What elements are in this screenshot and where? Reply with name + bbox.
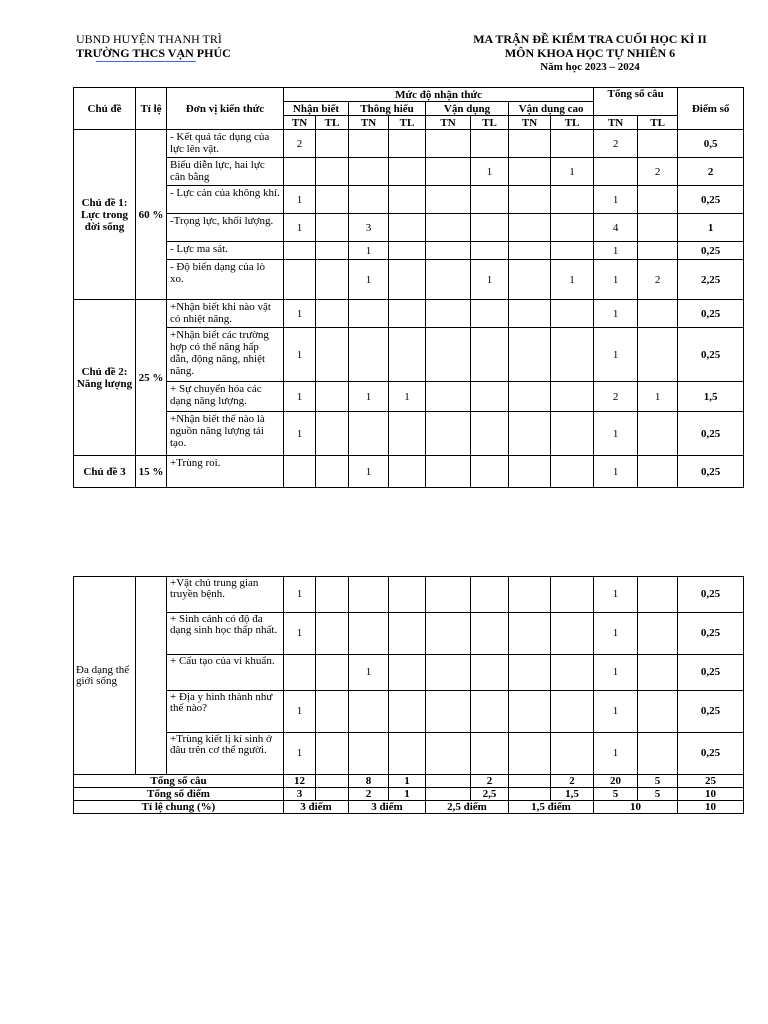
count-cell	[389, 456, 426, 488]
count-cell	[284, 456, 316, 488]
total-cell	[316, 775, 349, 788]
score-cell: 0,5	[678, 130, 744, 158]
count-cell	[638, 328, 678, 382]
count-cell	[389, 733, 426, 775]
count-cell	[471, 242, 509, 260]
total-cell: 10	[678, 801, 744, 814]
total-cell: 25	[678, 775, 744, 788]
knowledge-unit: +Vật chủ trung gian truyền bệnh.	[167, 577, 284, 613]
knowledge-unit: + Cấu tạo của vi khuẩn.	[167, 655, 284, 691]
topic-ratio	[136, 577, 167, 775]
count-cell	[316, 260, 349, 300]
count-cell	[551, 456, 594, 488]
score-cell: 2	[678, 158, 744, 186]
knowledge-unit: +Trùng kiết lị kí sinh ở đâu trên cơ thể người.	[167, 733, 284, 775]
score-cell: 0,25	[678, 186, 744, 214]
total-cell	[426, 775, 471, 788]
knowledge-unit: -Trọng lực, khối lượng.	[167, 214, 284, 242]
knowledge-unit: - Kết quả tác dụng của lực lên vật.	[167, 130, 284, 158]
total-cell: 3 điểm	[349, 801, 426, 814]
count-cell	[638, 186, 678, 214]
count-cell	[509, 412, 551, 456]
knowledge-unit: - Độ biến dạng của lò xo.	[167, 260, 284, 300]
count-cell	[284, 242, 316, 260]
count-cell: 1	[389, 382, 426, 412]
count-cell	[638, 613, 678, 655]
count-cell	[509, 733, 551, 775]
total-cell: 2	[471, 775, 509, 788]
count-cell	[349, 412, 389, 456]
count-cell	[471, 328, 509, 382]
col-tl: TL	[316, 116, 349, 130]
count-cell	[389, 300, 426, 328]
count-cell	[551, 733, 594, 775]
count-cell	[471, 214, 509, 242]
count-cell	[471, 456, 509, 488]
score-cell: 0,25	[678, 691, 744, 733]
count-cell: 1	[349, 456, 389, 488]
count-cell	[551, 613, 594, 655]
count-cell	[551, 655, 594, 691]
knowledge-unit: +Trùng roi.	[167, 456, 284, 488]
row-tong-so-cau	[74, 775, 744, 788]
count-cell	[426, 412, 471, 456]
total-cell: 1,5	[551, 788, 594, 801]
count-cell	[316, 613, 349, 655]
table-row	[74, 328, 744, 382]
matrix-body-part1	[74, 130, 744, 488]
total-cell: 10	[594, 801, 678, 814]
count-cell	[349, 328, 389, 382]
count-cell	[316, 186, 349, 214]
count-cell: 1	[284, 691, 316, 733]
row-ti-le-chung	[74, 801, 744, 814]
col-nhan-biet: Nhận biết	[284, 102, 349, 116]
col-tn: TN	[284, 116, 316, 130]
count-cell	[509, 456, 551, 488]
table-row	[74, 691, 744, 733]
count-cell: 2	[638, 158, 678, 186]
count-cell: 1	[284, 613, 316, 655]
table-row	[74, 733, 744, 775]
score-cell: 0,25	[678, 300, 744, 328]
col-tn: TN	[594, 116, 638, 130]
count-cell	[349, 158, 389, 186]
count-cell	[551, 691, 594, 733]
count-cell: 1	[594, 456, 638, 488]
count-cell: 1	[349, 260, 389, 300]
count-cell	[426, 214, 471, 242]
count-cell: 1	[284, 328, 316, 382]
count-cell	[389, 260, 426, 300]
count-cell	[509, 130, 551, 158]
count-cell	[426, 655, 471, 691]
count-cell	[349, 130, 389, 158]
score-cell: 2,25	[678, 260, 744, 300]
col-tl: TL	[389, 116, 426, 130]
count-cell	[426, 382, 471, 412]
total-cell: 5	[638, 775, 678, 788]
total-cell: 2	[349, 788, 389, 801]
col-don-vi: Đơn vị kiến thức	[167, 88, 284, 130]
count-cell	[471, 577, 509, 613]
count-cell	[389, 613, 426, 655]
count-cell	[349, 691, 389, 733]
count-cell	[638, 655, 678, 691]
topic-name: Chủ đề 3	[74, 456, 136, 488]
count-cell	[638, 242, 678, 260]
count-cell	[551, 214, 594, 242]
table-row	[74, 412, 744, 456]
col-van-dung-cao: Vận dụng cao	[509, 102, 594, 116]
total-cell	[316, 788, 349, 801]
count-cell	[316, 300, 349, 328]
count-cell	[638, 412, 678, 456]
score-cell: 0,25	[678, 242, 744, 260]
count-cell	[471, 613, 509, 655]
score-cell: 0,25	[678, 655, 744, 691]
col-tl: TL	[551, 116, 594, 130]
knowledge-unit: +Nhận biết thế nào là nguồn năng lượng tái tạo.	[167, 412, 284, 456]
table-row	[74, 382, 744, 412]
topic-ratio: 25 %	[136, 300, 167, 456]
score-cell: 0,25	[678, 328, 744, 382]
count-cell: 1	[594, 733, 638, 775]
count-cell	[471, 300, 509, 328]
total-cell: 1	[389, 788, 426, 801]
count-cell: 4	[594, 214, 638, 242]
total-cell	[509, 775, 551, 788]
col-tn: TN	[426, 116, 471, 130]
count-cell: 1	[594, 186, 638, 214]
count-cell	[316, 328, 349, 382]
score-cell: 0,25	[678, 412, 744, 456]
count-cell	[426, 577, 471, 613]
matrix-table-part2	[73, 576, 744, 814]
count-cell	[316, 412, 349, 456]
count-cell	[638, 691, 678, 733]
count-cell: 1	[349, 242, 389, 260]
count-cell	[389, 655, 426, 691]
count-cell	[551, 412, 594, 456]
knowledge-unit: Biểu diễn lực, hai lực cân bằng	[167, 158, 284, 186]
count-cell: 1	[594, 260, 638, 300]
school-name: TRƯỜNG THCS VẠN PHÚC	[76, 46, 231, 60]
table-row	[74, 260, 744, 300]
count-cell	[426, 260, 471, 300]
topic-ratio: 15 %	[136, 456, 167, 488]
count-cell: 1	[594, 577, 638, 613]
count-cell	[509, 382, 551, 412]
score-cell: 1,5	[678, 382, 744, 412]
count-cell: 1	[471, 260, 509, 300]
count-cell	[551, 130, 594, 158]
total-cell: 8	[349, 775, 389, 788]
count-cell	[426, 733, 471, 775]
count-cell	[638, 733, 678, 775]
score-cell: 0,25	[678, 733, 744, 775]
knowledge-unit: + Địa y hình thành như thế nào?	[167, 691, 284, 733]
count-cell	[509, 328, 551, 382]
totals-label: Tổng số điểm	[74, 788, 284, 801]
count-cell	[471, 186, 509, 214]
count-cell	[509, 242, 551, 260]
count-cell: 1	[471, 158, 509, 186]
col-tong-so-cau: Tổng số câu	[594, 88, 678, 116]
count-cell	[551, 328, 594, 382]
knowledge-unit: + Sinh cảnh có độ đa dạng sinh học thấp nhất.	[167, 613, 284, 655]
count-cell: 1	[284, 214, 316, 242]
topic-name: Chủ đề 1: Lực trong đời sống	[74, 130, 136, 300]
count-cell	[638, 577, 678, 613]
count-cell	[471, 733, 509, 775]
count-cell	[471, 412, 509, 456]
count-cell: 2	[638, 260, 678, 300]
count-cell	[389, 242, 426, 260]
table-row	[74, 158, 744, 186]
count-cell: 1	[349, 655, 389, 691]
count-cell	[426, 691, 471, 733]
count-cell	[316, 577, 349, 613]
count-cell: 1	[284, 382, 316, 412]
count-cell	[316, 158, 349, 186]
total-cell: 10	[678, 788, 744, 801]
count-cell	[509, 300, 551, 328]
count-cell: 1	[349, 382, 389, 412]
count-cell: 1	[284, 733, 316, 775]
table-row	[74, 655, 744, 691]
total-cell: 20	[594, 775, 638, 788]
count-cell	[509, 577, 551, 613]
col-muc-do: Mức độ nhận thức	[284, 88, 594, 102]
school-year: Năm học 2023 – 2024	[540, 61, 640, 73]
totals-label: Tỉ lệ chung (%)	[74, 801, 284, 814]
count-cell	[471, 382, 509, 412]
col-tn: TN	[509, 116, 551, 130]
knowledge-unit: - Lực ma sát.	[167, 242, 284, 260]
col-chu-de: Chủ đề	[74, 88, 136, 130]
count-cell	[389, 158, 426, 186]
col-tn: TN	[349, 116, 389, 130]
table-row	[74, 214, 744, 242]
count-cell	[316, 214, 349, 242]
col-thong-hieu: Thông hiểu	[349, 102, 426, 116]
count-cell	[551, 242, 594, 260]
table-row	[74, 456, 744, 488]
district-name: UBND HUYỆN THANH TRÌ	[76, 32, 222, 46]
row-tong-so-diem	[74, 788, 744, 801]
col-tl: TL	[471, 116, 509, 130]
count-cell	[509, 158, 551, 186]
table-row	[74, 613, 744, 655]
header-right	[440, 32, 740, 74]
count-cell	[316, 130, 349, 158]
total-cell: 2,5	[471, 788, 509, 801]
count-cell	[316, 242, 349, 260]
col-ti-le: Tỉ lệ	[136, 88, 167, 130]
count-cell: 1	[551, 158, 594, 186]
knowledge-unit: +Nhận biết khi nào vật có nhiệt năng.	[167, 300, 284, 328]
table-row	[74, 577, 744, 613]
total-cell: 2	[551, 775, 594, 788]
count-cell	[316, 382, 349, 412]
totals-section	[74, 775, 744, 814]
count-cell	[509, 655, 551, 691]
col-tl: TL	[638, 116, 678, 130]
count-cell	[551, 186, 594, 214]
count-cell	[509, 214, 551, 242]
count-cell	[638, 214, 678, 242]
count-cell	[426, 242, 471, 260]
subject-title: MÔN KHOA HỌC TỰ NHIÊN 6	[504, 46, 676, 60]
count-cell	[551, 300, 594, 328]
count-cell	[509, 691, 551, 733]
col-diem-so: Điểm số	[678, 88, 744, 130]
count-cell	[509, 186, 551, 214]
document-title: MA TRẬN ĐỀ KIỂM TRA CUỐI HỌC KÌ II	[473, 32, 707, 46]
count-cell	[389, 412, 426, 456]
knowledge-unit: +Nhận biết các trường hợp có thế năng hấp dẫn, động năng, nhiệt năng.	[167, 328, 284, 382]
count-cell: 1	[594, 300, 638, 328]
count-cell	[349, 300, 389, 328]
count-cell	[349, 613, 389, 655]
count-cell	[638, 300, 678, 328]
count-cell	[389, 691, 426, 733]
count-cell	[471, 655, 509, 691]
total-cell	[426, 788, 471, 801]
count-cell: 1	[594, 328, 638, 382]
table-row	[74, 242, 744, 260]
count-cell	[316, 691, 349, 733]
count-cell	[551, 577, 594, 613]
count-cell: 1	[284, 300, 316, 328]
total-cell: 5	[594, 788, 638, 801]
count-cell: 1	[284, 577, 316, 613]
count-cell	[349, 577, 389, 613]
topic-ratio: 60 %	[136, 130, 167, 300]
table-row	[74, 130, 744, 158]
count-cell	[284, 158, 316, 186]
count-cell	[389, 214, 426, 242]
count-cell	[316, 733, 349, 775]
count-cell	[426, 186, 471, 214]
total-cell: 12	[284, 775, 316, 788]
count-cell	[284, 260, 316, 300]
count-cell	[509, 613, 551, 655]
score-cell: 0,25	[678, 456, 744, 488]
topic-name: Chủ đề 2: Năng lượng	[74, 300, 136, 456]
count-cell: 1	[594, 655, 638, 691]
count-cell	[594, 158, 638, 186]
table-row	[74, 186, 744, 214]
count-cell: 1	[284, 412, 316, 456]
count-cell: 1	[551, 260, 594, 300]
total-cell: 5	[638, 788, 678, 801]
count-cell	[389, 577, 426, 613]
count-cell	[426, 158, 471, 186]
count-cell	[349, 733, 389, 775]
knowledge-unit: + Sự chuyển hóa các dạng năng lượng.	[167, 382, 284, 412]
count-cell: 2	[594, 130, 638, 158]
knowledge-unit: - Lực cản của không khí.	[167, 186, 284, 214]
count-cell	[316, 655, 349, 691]
header-left	[76, 32, 231, 62]
count-cell	[426, 300, 471, 328]
totals-label: Tổng số câu	[74, 775, 284, 788]
topic-name: Đa dạng thế giới sống	[74, 577, 136, 775]
count-cell	[316, 456, 349, 488]
count-cell	[471, 691, 509, 733]
col-van-dung: Vận dụng	[426, 102, 509, 116]
count-cell	[471, 130, 509, 158]
count-cell: 1	[594, 242, 638, 260]
count-cell	[551, 382, 594, 412]
count-cell: 2	[594, 382, 638, 412]
count-cell	[638, 456, 678, 488]
count-cell	[389, 328, 426, 382]
score-cell: 0,25	[678, 577, 744, 613]
count-cell: 1	[594, 412, 638, 456]
total-cell: 1,5 điểm	[509, 801, 594, 814]
count-cell: 3	[349, 214, 389, 242]
count-cell	[509, 260, 551, 300]
count-cell	[426, 613, 471, 655]
count-cell: 1	[594, 691, 638, 733]
count-cell	[349, 186, 389, 214]
count-cell: 2	[284, 130, 316, 158]
count-cell	[426, 328, 471, 382]
count-cell	[426, 456, 471, 488]
count-cell	[389, 130, 426, 158]
count-cell: 1	[284, 186, 316, 214]
total-cell: 2,5 điểm	[426, 801, 509, 814]
count-cell	[389, 186, 426, 214]
score-cell: 1	[678, 214, 744, 242]
count-cell: 1	[638, 382, 678, 412]
count-cell: 1	[594, 613, 638, 655]
matrix-table-part1	[73, 87, 744, 488]
matrix-body-part2	[74, 577, 744, 775]
count-cell	[284, 655, 316, 691]
total-cell: 1	[389, 775, 426, 788]
count-cell	[638, 130, 678, 158]
total-cell	[509, 788, 551, 801]
count-cell	[426, 130, 471, 158]
total-cell: 3 điểm	[284, 801, 349, 814]
total-cell: 3	[284, 788, 316, 801]
table-row	[74, 300, 744, 328]
header-underline	[96, 61, 196, 62]
score-cell: 0,25	[678, 613, 744, 655]
